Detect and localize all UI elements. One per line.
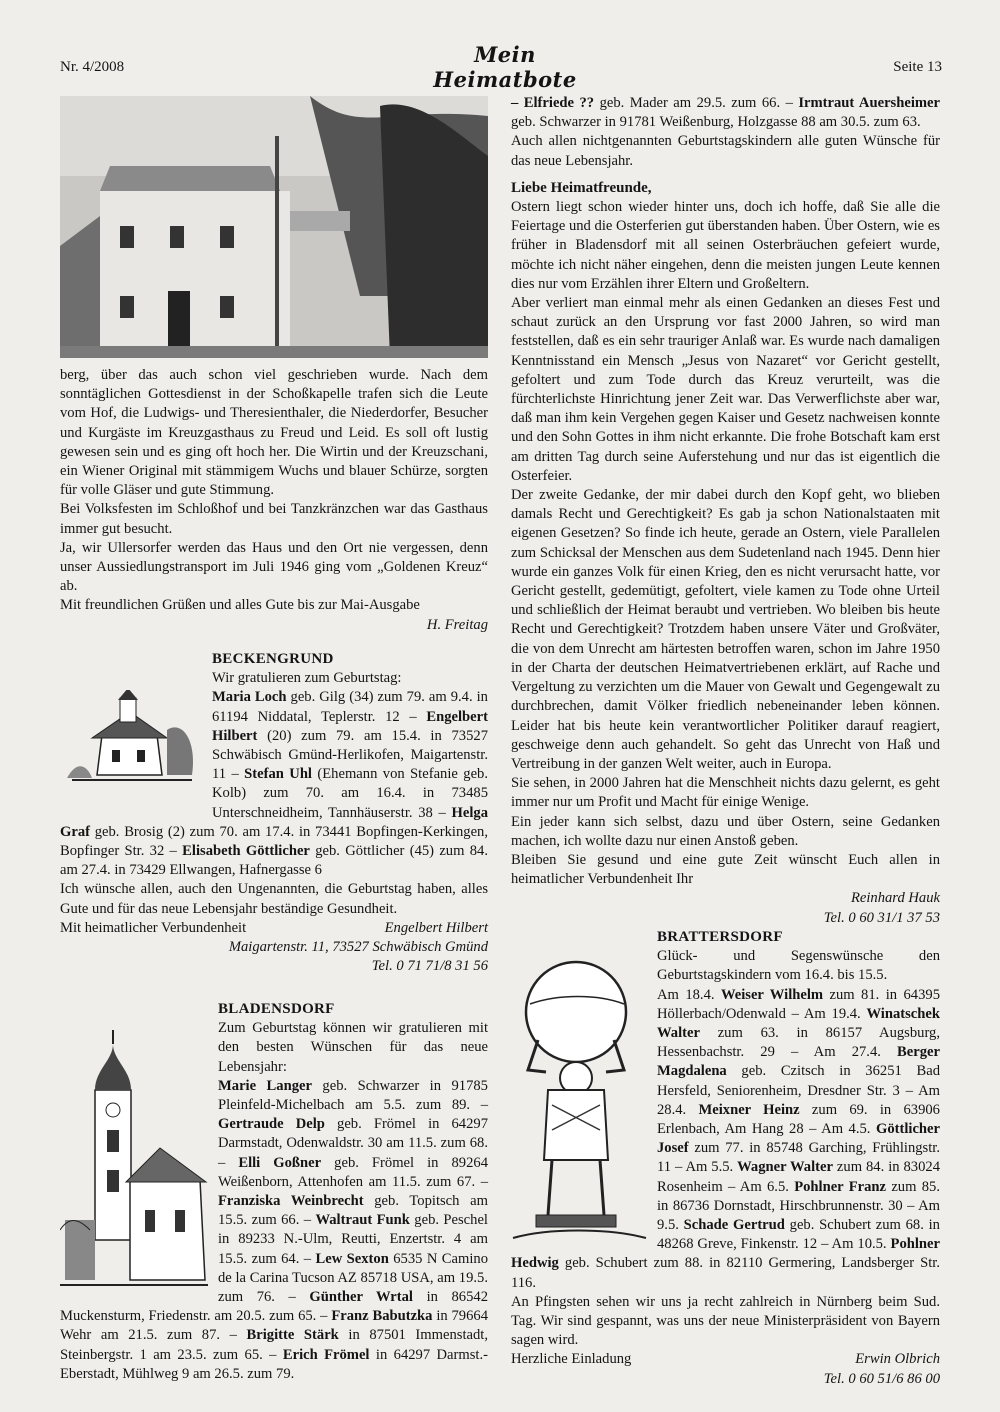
entry-name: Göttlicher Josef bbox=[657, 1121, 940, 1157]
entry-text: geb. Schwarzer in 91785 Pleinfeld-Michelbach am 5.5. zum 89. – bbox=[218, 1077, 488, 1114]
entry-text: 6535 N Camino de la Carina Tucson AZ 85718 USA, am 19.5. zum 76. – bbox=[218, 1250, 488, 1306]
entry-name: Pohlner Hedwig bbox=[511, 1236, 940, 1272]
paragraph: Ostern liegt schon wieder hinter uns, doch ich hoffe, daß Sie alle die Feiertage und die Osterferien gut überstanden haben. Über Ostern, wie es früher in Bladensdorf mit all seinen Osterbräuchen gefeiert wurde, möchte ich nicht näher eingehen, denn die meisten jungen Leute kennen dies nur vom Erzählen ihrer Eltern und Großeltern. bbox=[511, 199, 940, 292]
entry-name: Engelbert Hilbert bbox=[212, 708, 488, 744]
entry-name: Maria Loch bbox=[212, 689, 287, 706]
outro-text: An Pfingsten sehen wir uns ja recht zahlreich in Nürnberg beim Sud. Tag. Wir sind gespannt, was uns der neue Ministerpräsident von Bayern sagen wird. bbox=[511, 1293, 940, 1349]
entry-name: Schade Gertrud bbox=[683, 1217, 785, 1234]
entry-text: geb. Göttlicher (45) zum 84. am 27.4. in 73429 Ellwangen, Hafnergasse 6 bbox=[60, 843, 489, 879]
section-heading: BRATTERSDORF bbox=[657, 929, 783, 945]
entry-name: Wagner Walter bbox=[737, 1159, 833, 1176]
entry-name: Elisabeth Göttlicher bbox=[182, 843, 310, 860]
entry-text: geb. Topitsch am 15.5. zum 66. – bbox=[218, 1193, 488, 1229]
entry-name: Franziska Weinbrecht bbox=[218, 1193, 364, 1210]
entry-text: in 87501 Immenstadt, Steinbergstr. 1 am 23.5. zum 65. – bbox=[60, 1327, 488, 1363]
section-intro: Glück- und Segenswünsche den Geburtstagskindern vom 16.4. bis 15.5. bbox=[657, 948, 940, 984]
entry-name: Irmtraut Auersheimer bbox=[798, 95, 940, 111]
signature-address: Maigartenstr. 11, 73527 Schwäbisch Gmünd bbox=[228, 939, 488, 956]
signature-phone: Tel. 0 60 31/1 37 53 bbox=[823, 909, 940, 926]
wishes-text: Auch allen nichtgenannten Geburtstagskindern alle guten Wünsche für das neue Lebensjahr. bbox=[511, 133, 940, 169]
birthday-list-continued bbox=[511, 94, 940, 132]
entry-text: zum 69. in 63906 Erlenbach, Am Hang 28 – Am 4.5. bbox=[657, 1101, 940, 1138]
closing-text: Ich wünsche allen, auch den Ungenannten, die Geburtstag haben, alles Gute und für das neue Lebensjahr beständige Gesundheit. bbox=[60, 881, 488, 917]
entry-text: geb. Gilg (34) zum 79. am 9.4. in 61194 Niddatal, Teplerstr. 12 – bbox=[212, 689, 488, 725]
issue-number: Nr. 4/2008 bbox=[60, 59, 125, 75]
right-article-text bbox=[511, 94, 940, 928]
entry-name: Pohlner Franz bbox=[794, 1178, 886, 1195]
entry-text: in 64297 Darmst.-Eberstadt, Mühlweg 9 am 26.5. zum 79. bbox=[60, 1346, 488, 1382]
entry-name: Lew Sexton bbox=[315, 1250, 389, 1267]
masthead-title: Mein Heimatbote bbox=[433, 42, 577, 92]
left-article-text bbox=[60, 366, 488, 635]
entry-name: Stefan Uhl bbox=[244, 766, 312, 783]
entry-name: Berger Magdalena bbox=[657, 1044, 940, 1080]
entry-name: Franz Babutzka bbox=[331, 1308, 433, 1325]
entry-text: geb. Frömel in 64297 Darmstadt, Odenwaldstr. 30 am 11.5. zum 68. – bbox=[218, 1116, 488, 1171]
entry-text: geb. Schubert zum 68. in 48268 Greve, Finkenstr. 12 – Am 10.5. bbox=[657, 1217, 940, 1253]
paragraph: Ein jeder kann sich selbst, dazu und über Ostern, seine Gedanken machen, ich wollte dazu nur einen Anstoß geben. bbox=[511, 813, 940, 849]
section-intro: Zum Geburtstag können wir gratulieren mit den besten Wünschen für das neue Lebensjahr: bbox=[218, 1020, 488, 1075]
entry-text: in 79664 Wehr am 21.5. zum 87. – bbox=[60, 1308, 488, 1344]
regards: Mit heimatlicher Verbundenheit bbox=[60, 919, 247, 936]
entry-name: Meixner Heinz bbox=[698, 1101, 800, 1118]
greeting-heading: Liebe Heimatfreunde, bbox=[511, 179, 652, 196]
section-intro: Wir gratulieren zum Geburtstag: bbox=[212, 670, 402, 687]
section-heading: BECKENGRUND bbox=[212, 651, 334, 667]
entry-name: – Elfriede ?? bbox=[511, 95, 595, 111]
signature-name: Reinhard Hauk bbox=[850, 890, 940, 907]
entry-name: Günther Wrtal bbox=[309, 1289, 413, 1306]
entry-name: Gertraude Delp bbox=[218, 1116, 325, 1133]
section-heading: BLADENSDORF bbox=[218, 1001, 335, 1017]
paragraph: Bleiben Sie gesund und eine gute Zeit wünscht Euch allen in heimatlicher Verbundenheit Ihr bbox=[511, 851, 940, 888]
entry-text: geb. Peschel in 89233 N.-Ulm, Reutti, Enzertstr. 4 am 15.5. zum 64. – bbox=[218, 1212, 488, 1267]
entry-text: zum 63. in 86157 Augsburg, Hessenbachstr. 29 – Am 27.4. bbox=[657, 1025, 940, 1061]
entry-text: geb. Brosig (2) zum 70. am 17.4. in 73441 Bopfingen-Kerkingen, Bopfinger Str. 32 – bbox=[60, 823, 488, 860]
entry-name: Marie Langer bbox=[218, 1077, 312, 1094]
signature-phone: Tel. 0 71 71/8 31 56 bbox=[371, 958, 488, 975]
paragraph: berg, über das auch schon viel geschrieben wurde. Nach dem sonntäglichen Gottesdienst in der Schoßkapelle trafen sich die Leute vom Hof, die Ludwigs- und Theresienthaler, die Niederdorfer, Besucher und Kurgäste im Kreuzgasthaus zu Freud und Leid. Es soll oft lustig gewesen sein und es ging oft hoch her. Die Wirtin und der Kreuzschani, ein Wiener Original mit stämmigem Wuchs und blauer Schürze, sorgten für volle Gläser und gute Stimmung. bbox=[60, 367, 488, 499]
entry-name: Helga Graf bbox=[60, 804, 488, 840]
chapel-illustration bbox=[62, 690, 204, 790]
entry-text: zum 77. in 85748 Garching, Frühlingstr. 11 – Am 5.5. bbox=[657, 1140, 940, 1176]
church-illustration bbox=[60, 1030, 208, 1292]
entry-text: geb. Schubert zum 88. in 82110 Germering, Landsberger Str. 116. bbox=[511, 1255, 940, 1291]
entry-name: Brigitte Stärk bbox=[246, 1327, 339, 1344]
paragraph: Aber verliert man einmal mehr als einen Gedanken an dieses Fest und schaut zurück an den Ursprung vor fast 2000 Jahren, so wird man feststellen, daß es ein sehr trauriger Anlaß war. Es wurde nach damaligen Kenntnisstand ein Mensch „Jesus von Nazaret“ vor Gericht gestellt, gefoltert und zum Tode durch das Kreuz verurteilt, was die fürchterlichste Hinrichtung jener Zeit war. Das Verwerflichste aber war, daß man ihm kein Vergehen gegen Kaiser und Gesetz nachweisen konnte und den Sohn Gottes in ihm nicht erkannte. Die frohe Botschaft kam erst am dritten Tag durch seine Auferstehung und nur das ist eigentlich die Osterfeier. bbox=[511, 295, 940, 484]
signature-line bbox=[60, 919, 488, 938]
regards: Herzliche Einladung bbox=[511, 1351, 632, 1368]
entry-text: geb. Schwarzer in 91781 Weißenburg, Holzgasse 88 am 30.5. zum 63. bbox=[511, 114, 921, 131]
entry-name: Winatschek Walter bbox=[657, 1005, 940, 1042]
page-number: Seite 13 bbox=[893, 59, 942, 75]
paragraph: Ja, wir Ullersorfer werden das Haus und den Ort nie vergessen, denn unser Aussiedlungstransport im Juli 1946 ging vom „Goldenen Kreuz“ ab. bbox=[60, 539, 488, 595]
gasthaus-photo bbox=[60, 96, 488, 358]
entry-name: Waltraut Funk bbox=[315, 1212, 410, 1229]
entry-text: in 86542 Muckensturm, Friedenstr. am 20.5. zum 65. – bbox=[60, 1289, 488, 1325]
paragraph: Sie sehen, in 2000 Jahren hat die Menschheit nichts dazu gelernt, es geht immer nur um Profit und Macht für einige Wenige. bbox=[511, 775, 940, 811]
entry-name: Weiser Wilhelm bbox=[720, 986, 824, 1003]
entry-text: geb. Czitsch in 36251 Bad Hersfeld, Seniorenheim, Dresdner Str. 3 – Am 28.4. bbox=[657, 1063, 940, 1118]
signature-name: Erwin Olbrich bbox=[855, 1351, 940, 1368]
entry-text: geb. Mader am 29.5. zum 66. – bbox=[594, 95, 799, 111]
entry-text: geb. Frömel in 89264 Weißenborn, Attenhofen am 11.5. zum 67. – bbox=[218, 1154, 488, 1190]
signature-phone: Tel. 0 60 51/6 86 00 bbox=[823, 1370, 940, 1387]
entry-text: (Ehemann von Stefanie geb. Kolb) zum 70. am 16.4. in 73485 Unterschneidheim, Tannhäuserstr. 38 – bbox=[212, 766, 488, 821]
paragraph: Bei Volksfesten im Schloßhof und bei Tanzkränzchen war das Gasthaus immer gut besucht. bbox=[60, 501, 488, 537]
atlas-statue-illustration bbox=[508, 960, 650, 1250]
paragraph: Der zweite Gedanke, der mir dabei durch den Kopf geht, wo blieben damals Recht und Gerechtigkeit? Es gab ja schon Nationalstaaten mit eigenen Gesetzen? So finde ich heute, gerade an Ostern, viele Parallelen zum Schicksal der Menschen aus dem Sudetenland nach 1945. Denn hier wurde ein ganzes Volk für einen Krieg, den es nicht verursacht hatte, vor Gericht gestellt, gedemütigt, gefoltert, viele kamen zu Tode ohne Urteil und schließlich der Heimat beraubt und vertrieben. Wo bleiben bis heute Recht und Gerechtigkeit? Trotzdem haben unsere Väter und Großväter, die von dem Unrecht am härtesten betroffen waren, schon im Jahre 1950 in der Charta der deutschen Heimatvertriebenen erklärt, auf Rache und Vergeltung zu verzichten um die Mauer von Gewalt und Gegengewalt zu durchbrechen, damit Völker friedlich nebeneinander leben können. Leider hat bis heute kein verantwortlicher Politiker darauf reagiert, geschweige denn auch gehandelt. So geht das Unrecht von Haß und Vertreibung in der ganzen Welt weiter, auch in Europa. bbox=[511, 487, 940, 772]
entry-text: zum 85. in 86736 Dornstadt, Hirschbrunnenstr. 30 – Am 9.5. bbox=[657, 1178, 940, 1234]
signature-line bbox=[511, 1350, 940, 1369]
entry-text: zum 81. in 64395 Höllerbach/Odenwald – Am 19.4. bbox=[657, 986, 940, 1022]
signature-freitag: H. Freitag bbox=[426, 616, 488, 633]
entry-name: Erich Frömel bbox=[282, 1346, 370, 1363]
paragraph: Mit freundlichen Grüßen und alles Gute bis zur Mai-Ausgabe bbox=[60, 597, 420, 614]
entry-text: zum 84. in 83024 Rosenheim – Am 6.5. bbox=[657, 1159, 940, 1195]
entry-text: (20) zum 79. am 15.4. in 73527 Schwäbisch Gmünd-Herlikofen, Maigartenstr. 11 – bbox=[212, 727, 488, 783]
signature-name: Engelbert Hilbert bbox=[384, 919, 488, 936]
entry-name: Elli Goßner bbox=[238, 1154, 322, 1171]
entry-text: Am 18.4. bbox=[657, 986, 721, 1003]
